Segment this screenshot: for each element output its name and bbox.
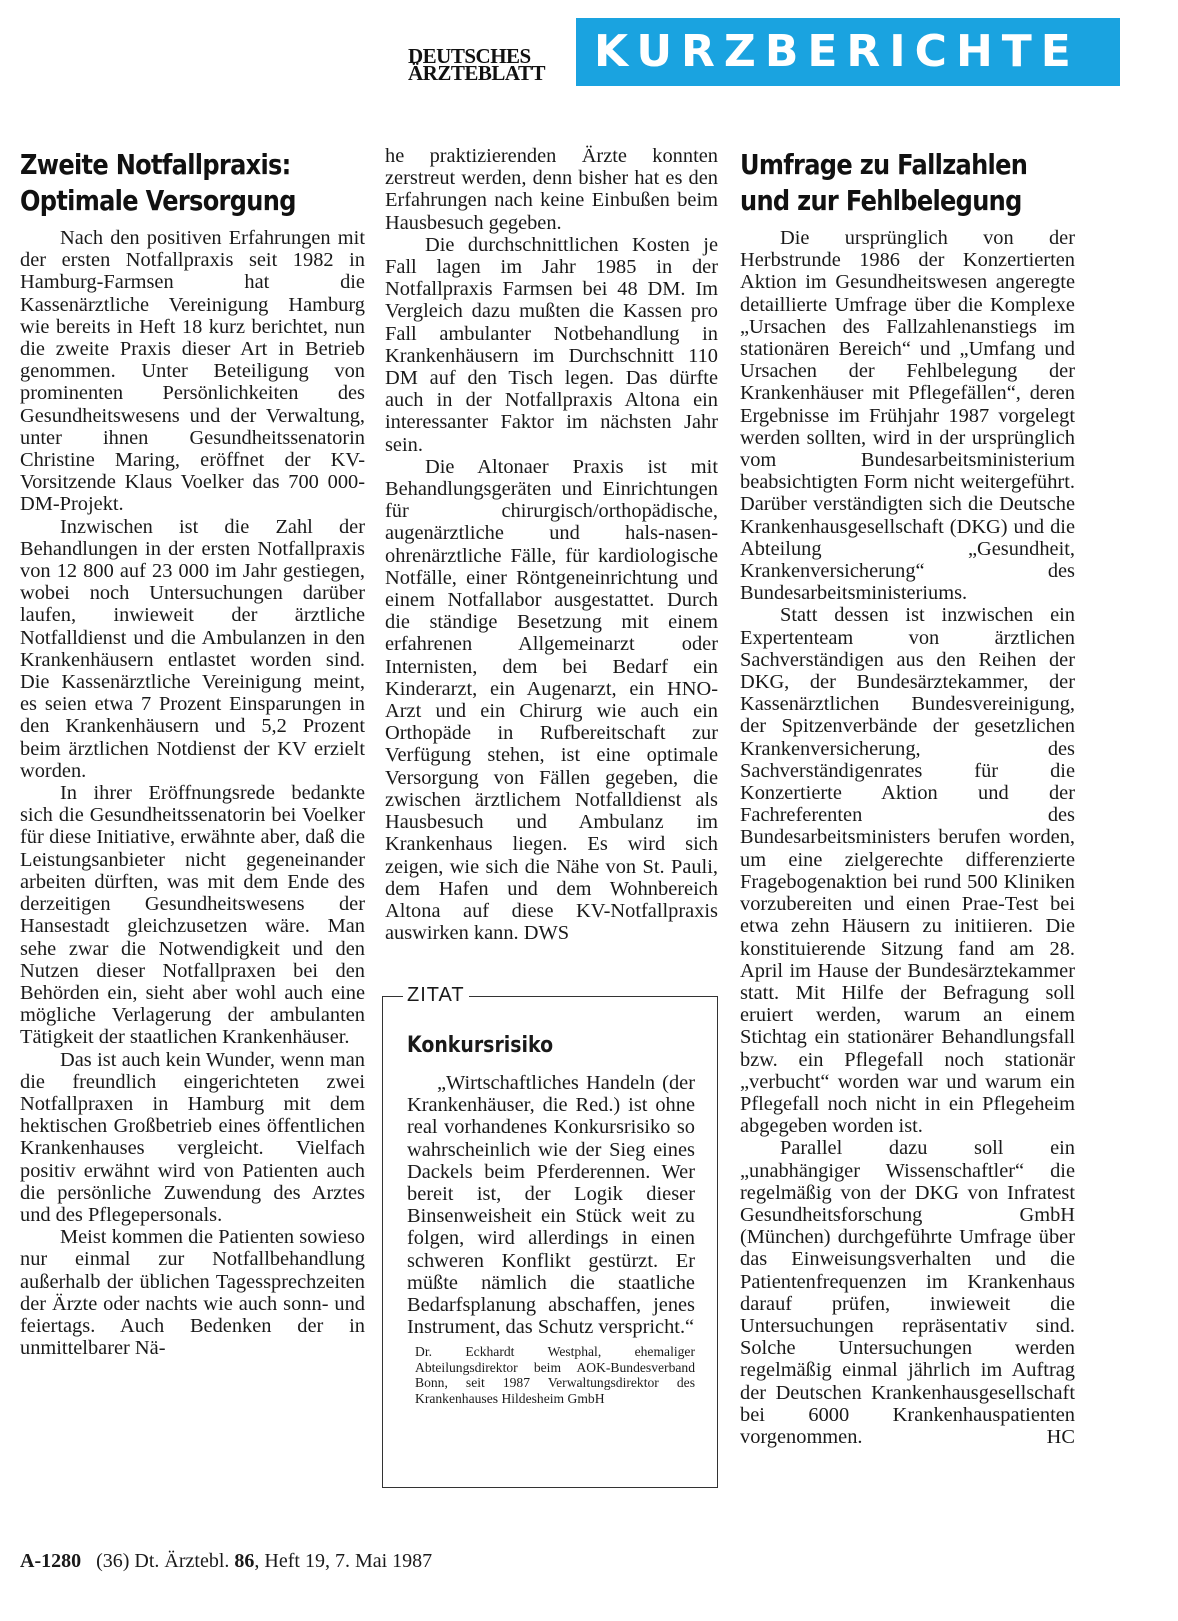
quote-box <box>382 984 718 1488</box>
quote-source: Dr. Eckhardt Westphal, ehemaliger Abteilungsdirektor beim AOK-Bundesverband Bonn, seit 1987 Verwaltungsdirektor des Krankenhauses Hildesheim GmbH <box>415 1344 695 1406</box>
page-footer <box>20 1550 432 1573</box>
article-1-paragraph: Meist kommen die Patienten sowieso nur einmal zur Notfallbehandlung außerhalb der üblichen Tagessprechzeiten der Ärzte oder nachts wie auch sonn- und feiertags. Auch Bedenken der in unmittelbarer Nä- <box>20 1226 365 1360</box>
quote-title: Konkursrisiko <box>407 1033 554 1058</box>
article-1-paragraph: he praktizierenden Ärzte konnten zerstreut werden, denn bisher hat es den Erfahrungen nach keine Einbußen beim Hausbesuch gegeben. <box>385 145 718 234</box>
article-2-title-line-2: und zur Fehlbelegung <box>740 184 1022 217</box>
footer-volume: 86 <box>234 1550 255 1572</box>
article-2-paragraph: Statt dessen ist inzwischen ein Expertenteam von ärztlichen Sachverständigen aus den Reihen der DKG, der Bundesärztekammer, der Kassenärztlichen Bundesvereinigung, der Spitzenverbände der gesetzlichen Krankenversicherung, des Sachverständigenrates für die Konzertierte Aktion und der Fachreferenten des Bundesarbeitsministers berufen worden, um eine zielgerechte differenzierte Fragebogenaktion bei rund 500 Kliniken vorzubereiten und einen Prae-Test bei etwa zehn Häusern zu initiieren. Die konstituierende Sitzung fand am 28. April im Hause der Bundesärztekammer statt. Mit Hilfe der Befragung soll eruiert werden, warum an einem Stichtag ein stationärer Behandlungsfall bzw. ein Pflegefall noch stationär „verbucht“ worden war und warum ein Pflegefall noch nicht in ein Pflegeheim abgegeben worden ist. <box>740 604 1075 1138</box>
article-1-paragraph: Das ist auch kein Wunder, wenn man die freundlich eingerichteten zwei Notfallpraxen in Hamburg mit dem hektischen Großbetrieb eines öffentlichen Krankenhauses vergleicht. Vielfach positiv erwähnt wird von Patienten auch die persönliche Zuwendung des Arztes und des Pflegepersonals. <box>20 1048 365 1226</box>
article-1-paragraph: Nach den positiven Erfahrungen mit der ersten Notfallpraxis seit 1982 in Hamburg-Farmsen hat die Kassenärztliche Vereinigung Hamburg wie bereits in Heft 18 kurz berichtet, nun die zweite Praxis dieser Art in Betrieb genommen. Unter Beteiligung von prominenten Persönlichkeiten des Gesundheitswesens und der Verwaltung, unter ihnen Gesundheitssenatorin Christine Maring, eröffnet der KV-Vorsitzende Klaus Voelker das 700 000-DM-Projekt. <box>20 227 365 516</box>
column-3 <box>740 145 1075 1448</box>
page-number: A-1280 <box>20 1550 82 1572</box>
article-1-headline <box>20 147 364 219</box>
section-banner: KURZBERICHTE <box>576 18 1120 86</box>
journal-logo <box>408 44 558 85</box>
article-2-paragraph-text: Parallel dazu soll ein „unabhängiger Wissenschaftler“ die regelmäßig von der DKG von Infratest Gesundheitsforschung GmbH (München) durchgeführte Umfrage über das Einweisungsverhalten und die Patientenfrequenzen im Krankenhaus darauf prüfen, inwieweit die Untersuchungen repräsentativ sind. Solche Untersuchungen werden regelmäßig einmal jährlich im Auftrag der Deutschen Krankenhausgesellschaft bei 6000 Krankenhauspatienten vorgenommen. <box>740 1137 1075 1448</box>
column-2 <box>385 145 718 944</box>
quote-text: „Wirtschaftliches Handeln (der Krankenhäuser, die Red.) ist ohne real vorhandenes Konkursrisiko so wahrscheinlich wie der Sieg eines Dackels beim Pferderennen. Wer bereit ist, der Logik dieser Binsenweisheit ein Stück weit zu folgen, wird allerdings in einen schweren Konflikt gestürzt. Er müßte nämlich die staatliche Bedarfsplanung abschaffen, jenes Instrument, das Schutz verspricht.“ <box>407 1072 695 1339</box>
article-2-signature: HC <box>1046 1425 1075 1448</box>
logo-line-1: DEUTSCHES <box>408 44 531 68</box>
article-1-title-line-1: Zweite Notfallpraxis: <box>20 148 291 181</box>
article-1-paragraph <box>385 456 718 944</box>
footer-issue: , Heft 19, 7. Mai 1987 <box>254 1550 433 1572</box>
article-1-signature: DWS <box>523 922 570 945</box>
quote-label: ZITAT <box>403 984 469 1007</box>
article-1-paragraph-text: Die Altonaer Praxis ist mit Behandlungsgeräten und Einrichtungen für chirurgisch/orthopädische, augenärztliche und hals-nasen-ohrenärztliche Fälle, für kardiologische Notfälle, einer Röntgeneinrichtung und einem Notfallabor ausgestattet. Durch die ständige Besetzung mit einem erfahrenen Allgemeinarzt oder Internisten, dem bei Bedarf ein Kinderarzt, ein Augenarzt, ein HNO-Arzt und ein Chirurg wie auch ein Orthopäde in Rufbereitschaft zur Verfügung stehen, ist eine optimale Versorgung von Fällen gegeben, die zwischen ärztlichem Notfalldienst als Hausbesuch und Ambulanz im Krankenhaus liegen. Es wird sich zeigen, wie sich die Nähe von St. Pauli, dem Hafen und dem Wohnbereich Altona auf diese KV-Notfallpraxis auswirken kann. <box>385 455 718 945</box>
article-1-paragraph: Die durchschnittlichen Kosten je Fall lagen im Jahr 1985 in der Notfallpraxis Farmsen bei 48 DM. Im Vergleich dazu mußten die Kassen pro Fall ambulanter Notbehandlung in Krankenhäusern im Durchschnitt 110 DM auf den Tisch legen. Das dürfte auch in der Notfallpraxis Altona ein interessanter Faktor im nächsten Jahr sein. <box>385 233 718 456</box>
footer-citation: (36) Dt. Ärztebl. <box>96 1550 230 1572</box>
article-2-title-line-1: Umfrage zu Fallzahlen <box>740 148 1028 181</box>
article-1-paragraph: Inzwischen ist die Zahl der Behandlungen in der ersten Notfallpraxis von 12 800 auf 23 000 im Jahr gestiegen, wobei noch Untersuchungen darüber laufen, inwieweit der ärztliche Notfalldienst und die Ambulanzen in den Krankenhäusern entlastet worden sind. Die Kassenärztliche Vereinigung meint, es seien etwa 7 Prozent Einsparungen in den Krankenhäusern und 5,2 Prozent beim ärztlichen Notdienst der KV erzielt worden. <box>20 515 365 782</box>
article-1-title-line-2: Optimale Versorgung <box>20 184 296 217</box>
article-2-headline <box>740 147 1074 219</box>
column-1 <box>20 145 365 1359</box>
article-2-paragraph: Die ursprünglich von der Herbstrunde 1986 der Konzertierten Aktion im Gesundheitswesen angeregte detaillierte Umfrage über die Komplexe „Ursachen des Fallzahlenanstiegs im stationären Bereich“ und „Umfang und Ursachen der Fehlbelegung der Krankenhäuser mit Pflegefällen“, deren Ergebnisse im Frühjahr 1987 vorgelegt werden sollten, wird in der ursprünglich vom Bundesarbeitsministerium beabsichtigten Form nicht weitergeführt. Darüber verständigten sich die Deutsche Krankenhausgesellschaft (DKG) und die Abteilung „Gesundheit, Krankenversicherung“ des Bundesarbeitsministeriums. <box>740 227 1075 605</box>
article-1-paragraph: In ihrer Eröffnungsrede bedankte sich die Gesundheitssenatorin bei Voelker für diese Initiative, erwähnte aber, daß die Leistungsanbieter nicht gegeneinander arbeiten dürften, was mit dem Ende des derzeitigen Gesundheitswesens der Hansestadt gleichzusetzen wäre. Man sehe zwar die Notwendigkeit und den Nutzen dieser Notfallpraxen bei den Behörden ein, sieht aber wohl auch eine mögliche Verlagerung der ambulanten Tätigkeit der staatlichen Krankenhäuser. <box>20 782 365 1049</box>
logo-line-2: ÄRZTEBLATT <box>408 61 545 85</box>
article-2-paragraph <box>740 1137 1075 1448</box>
